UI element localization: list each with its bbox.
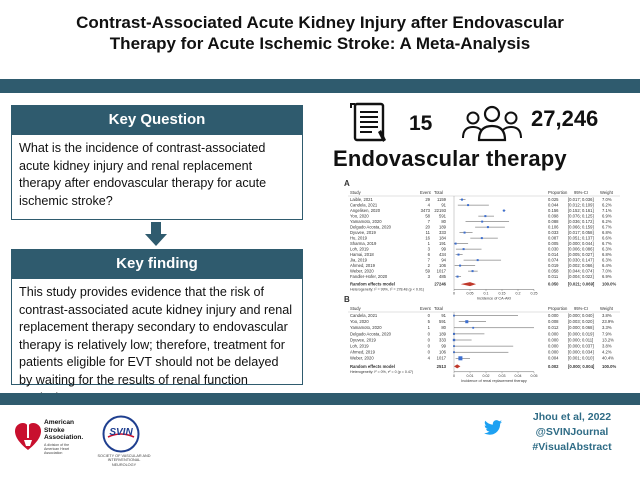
header-ci: 95%-CI	[574, 306, 588, 311]
row-event: 7	[427, 219, 430, 224]
row-event: 58	[425, 213, 430, 219]
axis-tick-label: 0.15	[498, 291, 506, 296]
effect-square	[481, 221, 483, 223]
header-study: Study	[350, 306, 361, 311]
row-event: 20	[425, 224, 430, 230]
heterogeneity: Heterogeneity: I² = 99%, τ² = 278.48 (p < 0.01)	[350, 287, 425, 292]
row-event: 0	[427, 331, 430, 337]
pooled-weight: 100.0%	[602, 363, 617, 369]
effect-square	[481, 237, 483, 239]
row-event: 7	[427, 257, 430, 263]
key-finding-text: This study provides evidence that the risk of contrast-associated acute kidney injury and renal replacement therapy secondary to endovascular therapy is relatively low; therefore, treatment for patients eligible for EVT should not be delayed by waiting for the results of renal function	[11, 278, 303, 385]
row-ci: [0.000; 0.011]	[568, 337, 594, 343]
row-weight: 23.9%	[602, 319, 614, 325]
row-weight: 6.8%	[602, 230, 612, 235]
aha-word-1: American	[44, 419, 75, 426]
row-total: 184	[439, 235, 446, 241]
row-weight: 40.4%	[602, 355, 614, 361]
effect-square	[484, 215, 486, 217]
row-study: Angelisen, 2020	[350, 208, 381, 213]
row-study: Yamamoto, 2020	[350, 219, 382, 224]
svin-subtitle: SOCIETY OF VASCULAR AND INTERVENTIONAL NEUROLOGY	[97, 454, 151, 467]
row-study: Fandler-Hofer, 2020	[350, 274, 388, 279]
row-total: 91	[441, 202, 446, 208]
row-ci: [0.002; 0.066]	[568, 263, 594, 268]
row-event: 0	[427, 313, 430, 318]
row-total: 80	[441, 219, 446, 224]
people-group-icon	[461, 104, 523, 142]
effect-square	[457, 276, 459, 278]
row-proportion: 0.087	[548, 235, 559, 241]
row-proportion: 0.005	[548, 241, 559, 246]
visual-abstract-tag[interactable]: #VisualAbstract	[532, 441, 612, 453]
row-ci: [0.030; 0.147]	[568, 257, 594, 263]
row-weight: 6.4%	[602, 263, 612, 268]
aha-heart-torch-icon	[14, 418, 42, 452]
header-event: Event	[420, 306, 431, 311]
header-event: Event	[420, 190, 431, 195]
pooled-total: 27246	[434, 281, 446, 287]
svin-logo	[102, 415, 140, 453]
row-ci: [0.006; 0.086]	[568, 246, 594, 252]
row-weight: 6.2%	[602, 202, 612, 208]
row-ci: [0.066; 0.159]	[568, 224, 594, 230]
aha-subtitle: A division of the American Heart Association	[44, 443, 70, 455]
effect-square	[464, 232, 466, 234]
heterogeneity: Heterogeneity: I² = 0%, τ² = 0 (p = 0.47)	[350, 369, 414, 374]
row-ci: [0.051; 0.137]	[568, 235, 594, 241]
row-proportion: 0.000	[548, 343, 559, 349]
page-title	[0, 12, 640, 54]
row-total: 106	[439, 349, 446, 355]
row-proportion: 0.000	[548, 349, 559, 355]
header-study: Study	[350, 190, 361, 195]
forest-plots	[342, 180, 622, 388]
row-study: Jia, 2019	[350, 257, 367, 263]
row-event: 4	[427, 202, 430, 208]
row-proportion: 0.033	[548, 230, 559, 235]
row-total: 189	[439, 224, 446, 230]
row-event: 3	[427, 246, 430, 252]
row-total: 333	[439, 230, 446, 235]
row-event: 3	[427, 274, 430, 279]
row-event: 3473	[420, 208, 430, 213]
row-ci: [0.000; 0.068]	[568, 325, 594, 331]
row-study: Loh, 2019	[350, 343, 369, 349]
row-ci: [0.000; 0.019]	[568, 331, 594, 337]
row-weight: 6.2%	[602, 219, 612, 224]
row-proportion: 0.019	[548, 263, 559, 268]
row-weight: 6.9%	[602, 213, 612, 219]
effect-square	[472, 327, 474, 329]
row-weight: 6.6%	[602, 235, 612, 241]
header-total: Total	[434, 190, 443, 195]
studies-count: 15	[409, 112, 433, 135]
row-total: 591	[439, 319, 446, 325]
aha-word-3: Association.	[44, 434, 84, 442]
row-event: 16	[425, 235, 430, 241]
row-weight: 6.9%	[602, 274, 612, 279]
row-proportion: 0.074	[548, 257, 559, 263]
row-study: Weber, 2020	[350, 355, 374, 361]
effect-square	[467, 204, 469, 206]
axis-tick-label: 0.05	[530, 373, 538, 378]
row-study: Yoo, 2020	[350, 213, 369, 219]
row-event: 6	[427, 252, 430, 257]
row-ci: [0.000; 0.037]	[568, 343, 594, 349]
row-proportion: 0.008	[548, 319, 559, 325]
row-event: 59	[425, 268, 430, 274]
key-finding-heading: Key finding	[11, 249, 303, 278]
effect-square	[461, 199, 463, 201]
pooled-ci: [0.000; 0.004]	[568, 363, 595, 369]
pooled-label: Random effects model	[350, 281, 395, 287]
axis-label: Incidence of CA-AKI	[476, 296, 512, 301]
header-ci: 95%-CI	[574, 190, 588, 195]
row-study: Hu, 2019	[350, 235, 367, 241]
panel-letter: B	[344, 295, 350, 304]
row-proportion: 0.000	[548, 331, 559, 337]
header-total: Total	[434, 306, 443, 311]
row-proportion: 0.030	[548, 246, 559, 252]
row-proportion: 0.098	[548, 213, 559, 219]
pooled-proportion: 0.050	[548, 281, 559, 287]
footer-band	[0, 393, 640, 405]
row-study: Ahmed, 2019	[350, 349, 375, 355]
row-ci: [0.000; 0.044]	[568, 241, 594, 246]
axis-tick-label: 0.01	[466, 373, 474, 378]
row-study: Hamai, 2018	[350, 252, 374, 257]
journal-handle[interactable]: @SVINJournal	[535, 426, 609, 438]
effect-square	[463, 248, 465, 250]
axis-label: Incidence of renal replacement therapy	[461, 378, 527, 383]
header-band	[0, 79, 640, 93]
effect-square	[503, 210, 505, 212]
row-study: Dyuvee, 2019	[350, 337, 376, 343]
row-ci: [0.044; 0.074]	[568, 268, 594, 274]
title-line-1: Contrast-Associated Acute Kidney Injury after Endovascular	[76, 13, 564, 32]
row-weight: 6.8%	[602, 252, 612, 257]
row-proportion: 0.000	[548, 313, 559, 318]
row-study: Sharma, 2019	[350, 241, 377, 246]
pooled-weight: 100.0%	[602, 281, 617, 287]
row-weight: 7.9%	[602, 331, 612, 337]
row-study: Dyuvee, 2019	[350, 230, 376, 235]
row-event: 2	[427, 263, 430, 268]
row-event: 1	[427, 325, 430, 331]
row-study: Delgado Acosta, 2020	[350, 331, 391, 337]
pooled-total: 2513	[436, 363, 446, 369]
row-weight: 7.0%	[602, 197, 612, 202]
axis-tick-label: 0.05	[466, 291, 474, 296]
row-study: Ahmed, 2019	[350, 263, 375, 268]
effect-square	[458, 356, 462, 360]
row-proportion: 0.156	[548, 208, 559, 213]
row-weight: 13.2%	[602, 337, 614, 343]
pooled-diamond	[461, 282, 476, 286]
forest-plot-canvas	[342, 180, 622, 388]
row-event: 0	[427, 337, 430, 343]
row-study: Candela, 2021	[350, 202, 378, 208]
row-study: Yamamoto, 2020	[350, 325, 382, 331]
row-total: 485	[439, 274, 446, 279]
row-study: Delgado Acosta, 2020	[350, 224, 391, 230]
row-weight: 3.3%	[602, 325, 612, 331]
effect-square	[477, 259, 479, 261]
row-event: 11	[425, 230, 430, 235]
row-ci: [0.017; 0.058]	[568, 230, 594, 235]
aha-word-2: Stroke	[44, 426, 65, 434]
row-ci: [0.000; 0.034]	[568, 349, 594, 355]
row-proportion: 0.058	[548, 268, 559, 274]
row-weight: 6.7%	[602, 241, 612, 246]
axis-tick-label: 0.25	[530, 291, 538, 296]
axis-tick-label: 0	[453, 373, 455, 378]
row-total: 189	[439, 331, 446, 337]
row-total: 434	[439, 252, 446, 257]
row-study: Loh, 2019	[350, 246, 369, 252]
citation: Jhou et al, 2022	[532, 411, 612, 423]
panel-letter: A	[344, 180, 350, 188]
axis-tick-label: 0	[453, 291, 455, 296]
pooled-label: Random effects model	[350, 363, 395, 369]
row-total: 591	[439, 213, 446, 219]
row-proportion: 0.000	[548, 337, 559, 343]
axis-tick-label: 0.04	[514, 373, 522, 378]
row-ci: [0.005; 0.027]	[568, 252, 594, 257]
row-ci: [0.000; 0.040]	[568, 313, 594, 318]
row-proportion: 0.025	[548, 197, 559, 202]
row-total: 333	[439, 337, 446, 343]
row-total: 80	[441, 325, 446, 331]
row-ci: [0.036; 0.172]	[568, 219, 594, 224]
row-weight: 3.8%	[602, 343, 612, 349]
row-study: Yoo, 2020	[350, 319, 369, 325]
row-total: 191	[439, 241, 446, 246]
row-study: Weber, 2020	[350, 268, 374, 274]
axis-tick-label: 0.2	[515, 291, 521, 296]
row-proportion: 0.012	[548, 325, 559, 331]
row-event: 29	[425, 197, 430, 202]
row-proportion: 0.088	[548, 219, 559, 224]
row-total: 1017	[436, 268, 446, 274]
row-event: 5	[427, 319, 430, 325]
document-list-icon	[348, 102, 390, 144]
patients-count: 27,246	[531, 106, 599, 131]
aha-wordmark	[44, 419, 83, 442]
effect-square	[465, 320, 468, 323]
row-ci: [0.003; 0.020]	[568, 319, 594, 325]
row-ci: [0.012; 0.109]	[568, 202, 594, 208]
axis-tick-label: 0.03	[498, 373, 506, 378]
header-weight: Weight	[600, 306, 613, 311]
pooled-diamond	[454, 364, 460, 368]
intervention-label: Endovascular therapy	[333, 146, 567, 171]
effect-square	[459, 265, 461, 267]
row-proportion: 0.004	[548, 355, 559, 361]
svin-wordmark: SVIN	[109, 427, 133, 438]
key-question-text: What is the incidence of contrast-associated acute kidney injury and renal replacement therapy after endovascular therapy for acute ischemic stroke?	[11, 134, 303, 220]
row-total: 94	[441, 257, 446, 263]
twitter-bird-icon[interactable]	[484, 420, 502, 435]
row-total: 1159	[436, 197, 446, 202]
row-ci: [0.017; 0.036]	[568, 197, 594, 202]
header-weight: Weight	[600, 190, 613, 195]
effect-square	[487, 226, 489, 228]
row-event: 0	[427, 343, 430, 349]
row-event: 4	[427, 355, 430, 361]
row-ci: [0.001; 0.010]	[568, 355, 594, 361]
row-weight: 7.1%	[602, 208, 612, 213]
effect-square	[472, 270, 474, 272]
row-total: 91	[441, 313, 446, 318]
row-weight: 6.3%	[602, 246, 612, 252]
row-study: Laible, 2021	[350, 197, 373, 202]
row-total: 99	[441, 343, 446, 349]
row-proportion: 0.106	[548, 224, 559, 230]
row-weight: 6.7%	[602, 224, 612, 230]
row-weight: 4.2%	[602, 349, 612, 355]
arrow-down-icon	[145, 222, 167, 246]
row-weight: 7.0%	[602, 268, 612, 274]
axis-tick-label: 0.02	[482, 373, 490, 378]
row-total: 1017	[436, 355, 446, 361]
title-line-2: Therapy for Acute Ischemic Stroke: A Meta-Analysis	[109, 34, 531, 53]
header-proportion: Proportion	[548, 190, 568, 195]
row-ci: [0.076; 0.125]	[568, 213, 594, 219]
row-weight: 6.3%	[602, 257, 612, 263]
row-total: 106	[439, 263, 446, 268]
row-proportion: 0.014	[548, 252, 559, 257]
row-total: 22193	[434, 208, 446, 213]
row-weight: 3.8%	[602, 313, 612, 318]
row-ci: [0.004; 0.022]	[568, 274, 594, 279]
pooled-ci: [0.021; 0.069]	[568, 281, 595, 287]
header-proportion: Proportion	[548, 306, 568, 311]
row-proportion: 0.011	[548, 274, 559, 279]
effect-square	[455, 243, 457, 245]
credits	[512, 410, 632, 455]
row-event: 0	[427, 349, 430, 355]
effect-square	[457, 254, 459, 256]
pooled-proportion: 0.002	[548, 363, 559, 369]
row-study: Candela, 2021	[350, 313, 378, 318]
row-proportion: 0.044	[548, 202, 559, 208]
row-ci: [0.152; 0.161]	[568, 208, 594, 213]
key-question-heading: Key Question	[11, 105, 303, 134]
row-total: 99	[441, 246, 446, 252]
row-event: 1	[427, 241, 430, 246]
axis-tick-label: 0.1	[483, 291, 489, 296]
